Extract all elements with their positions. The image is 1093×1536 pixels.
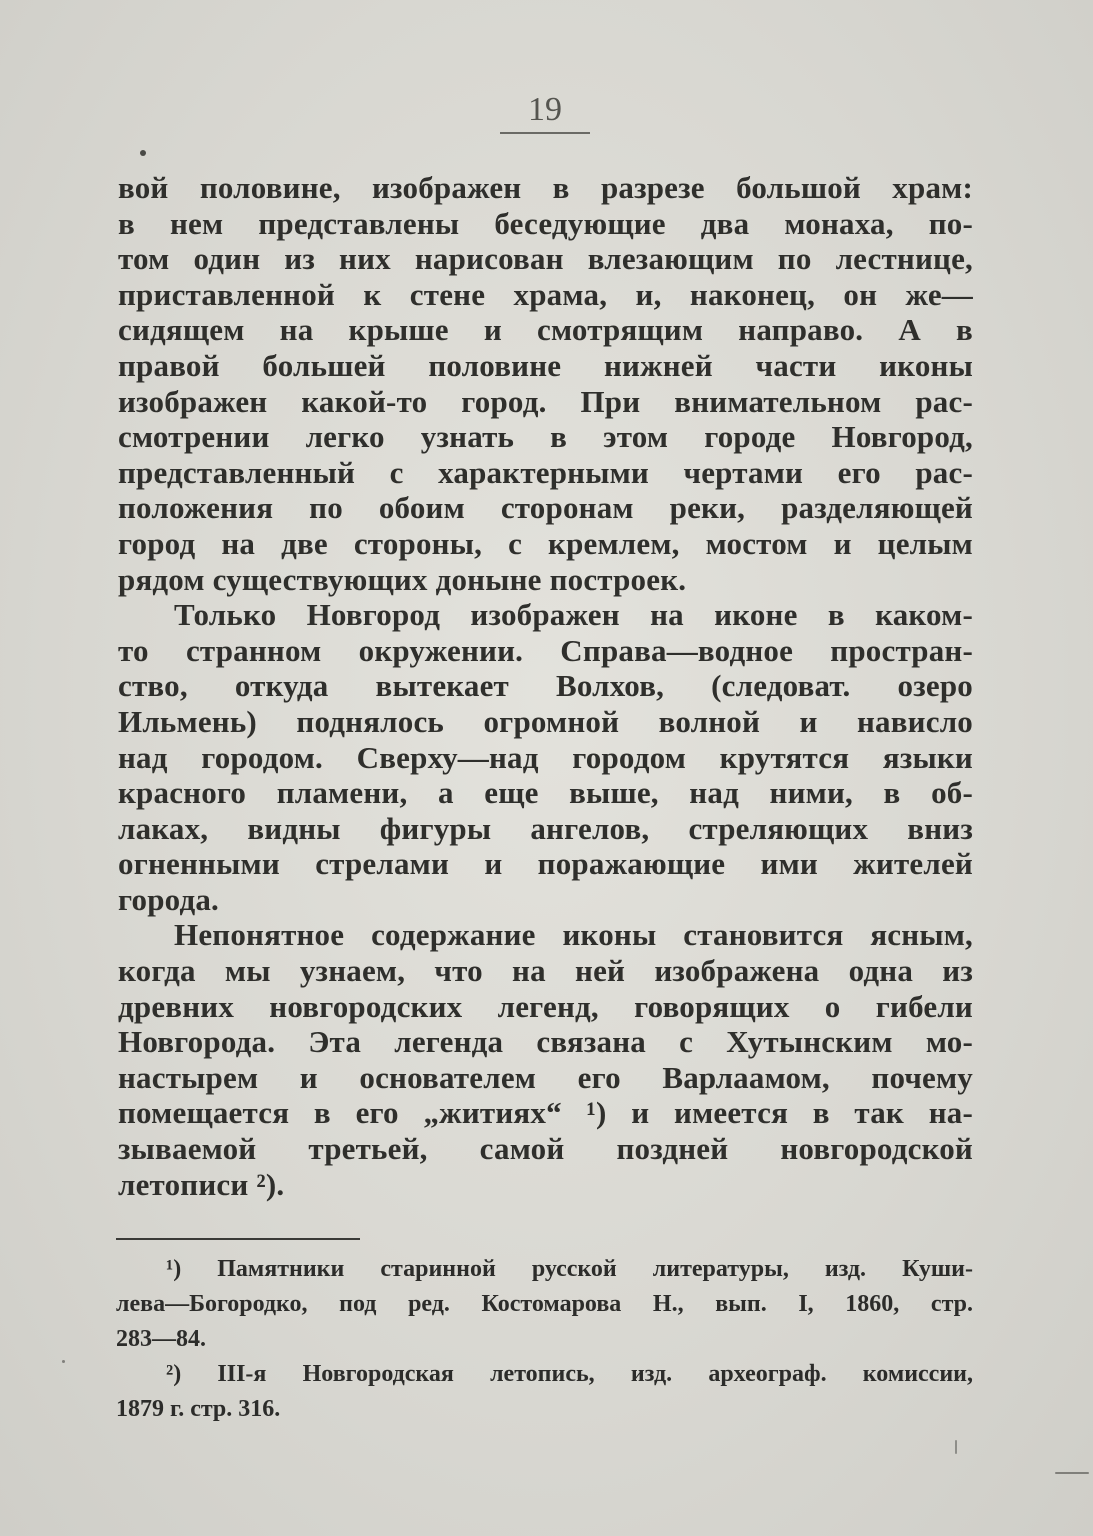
text-line: положения по обоим сторонам реки, разделяющей <box>118 490 973 526</box>
text-line: правой большей половине нижней части иконы <box>118 347 973 383</box>
text-line: над городом. Сверху—над городом крутятся языки <box>118 739 973 775</box>
text-line: город на две стороны, с кремлем, мостом и целым <box>118 525 973 561</box>
text-line: когда мы узнаем, что на ней изображена одна из <box>118 953 973 989</box>
text-line: красного пламени, а еще выше, над ними, в об- <box>118 775 973 811</box>
paper-speck <box>140 150 146 156</box>
text-line: лаках, видны фигуры ангелов, стреляющих вниз <box>118 810 973 846</box>
text-line: ство, откуда вытекает Волхов, (следоват. озеро <box>118 668 973 704</box>
text-line: том один из них нарисован влезающим по лестнице, <box>118 241 973 277</box>
footnote-separator <box>116 1238 360 1240</box>
text-line: Только Новгород изображен на иконе в каком- <box>174 597 973 633</box>
footnotes <box>116 1252 973 1427</box>
text-line: помещается в его „житиях“ ¹) и имеется в так на- <box>118 1095 973 1131</box>
text-line: огненными стрелами и поражающие ими жителей <box>118 846 973 882</box>
text-line: сидящем на крыше и смотрящим направо. А в <box>118 312 973 348</box>
text-line: Ильмень) поднялось огромной волной и нависло <box>118 703 973 739</box>
text-line: настырем и основателем его Варлаамом, почему <box>118 1059 973 1095</box>
text-line: Новгорода. Эта легенда связана с Хутынским мо- <box>118 1024 973 1060</box>
text-line: в нем представлены беседующие два монаха, по- <box>118 205 973 241</box>
text-line: смотрении легко узнать в этом городе Новгород, <box>118 419 973 455</box>
footnote-line: лева—Богородко, под ред. Костомарова Н., вып. I, 1860, стр. <box>116 1291 973 1317</box>
footnote-line: 283—84. <box>116 1326 206 1352</box>
footnote-line: ¹) Памятники старинной русской литературы, изд. Куши- <box>166 1256 973 1282</box>
text-line: представленный с характерными чертами его рас- <box>118 454 973 490</box>
text-line: летописи ²). <box>118 1166 285 1202</box>
page-number: 19 <box>500 88 590 134</box>
text-line: изображен какой-то город. При внимательном рас- <box>118 383 973 419</box>
text-line: приставленной к стене храма, и, наконец, он же— <box>118 276 973 312</box>
text-line: города. <box>118 881 219 917</box>
text-line: вой половине, изображен в разрезе большой храм: <box>118 170 973 205</box>
main-text <box>118 170 973 1202</box>
text-line: то странном окружении. Справа—водное простран- <box>118 632 973 668</box>
paper-speck <box>955 1440 957 1454</box>
paper-speck <box>1055 1472 1089 1474</box>
text-line: Непонятное содержание иконы становится ясным, <box>174 917 973 953</box>
text-line: зываемой третьей, самой поздней новгородской <box>118 1131 973 1167</box>
footnote-line: ²) III-я Новгородская летопись, изд. археограф. комиссии, <box>166 1361 973 1387</box>
text-line: рядом существующих доныне построек. <box>118 561 687 597</box>
text-line: древних новгородских легенд, говорящих о гибели <box>118 988 973 1024</box>
paper-speck <box>62 1360 65 1363</box>
footnote-line: 1879 г. стр. 316. <box>116 1396 281 1422</box>
